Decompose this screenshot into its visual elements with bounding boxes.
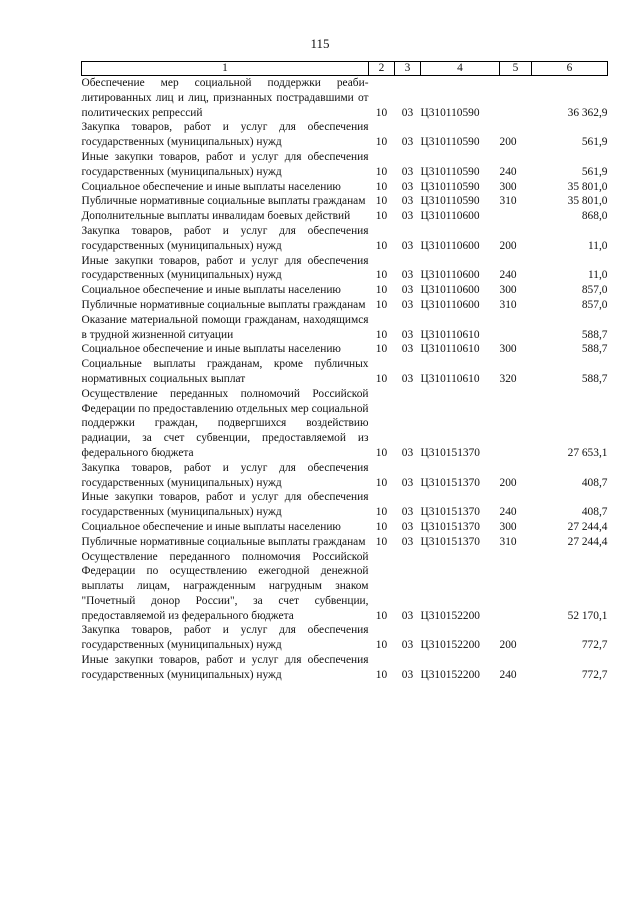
cell-subsection: 03 [401,106,414,119]
cell-expense-type: 310 [499,298,517,311]
cell-subsection: 03 [401,535,414,548]
cell-target-article: Ц310110590 [420,195,480,208]
cell-name: Оказание материальной помощи гражданам, находящимся в трудной жизненной ситуации [81,313,369,341]
column-header-1: 1 [82,62,369,76]
cell-subsection: 03 [401,609,414,622]
cell-target-article: Ц310151370 [420,535,480,548]
cell-target-article: Ц310110590 [420,180,480,193]
cell-target-article: Ц310110610 [420,372,480,385]
cell-section: 10 [375,535,388,548]
cell-amount: 11,0 [587,239,608,252]
cell-section: 10 [375,328,388,341]
cell-name: Иные закупки товаров, работ и услуг для обеспечения государственных (муниципальных) нужд [81,150,369,178]
cell-expense-type: 240 [499,506,517,519]
cell-subsection: 03 [401,165,414,178]
cell-target-article: Ц310151370 [420,476,480,489]
column-header-2: 2 [369,62,395,76]
cell-amount: 408,7 [581,506,608,519]
cell-expense-type: 200 [499,239,517,252]
cell-name: Социальное обеспечение и иные выплаты населению [81,520,341,533]
cell-subsection: 03 [401,239,414,252]
cell-expense-type: 320 [499,372,517,385]
cell-expense-type [500,313,532,343]
table-row [82,387,608,461]
table-row [82,520,608,535]
cell-target-article: Ц310110600 [420,239,480,252]
cell-amount: 27 244,4 [567,520,608,533]
cell-subsection: 03 [401,284,414,297]
table-row [82,120,608,150]
table-row [82,342,608,357]
cell-section: 10 [375,520,388,533]
page-number: 115 [310,36,330,51]
cell-name: Публичные нормативные социальные выплаты гражданам [81,535,366,548]
cell-target-article: Ц310110600 [420,284,480,297]
cell-name: Социальные выплаты гражданам, кроме публичных нормативных социальных выплат [81,358,369,385]
cell-subsection: 03 [401,136,414,149]
cell-amount: 772,7 [581,639,608,652]
cell-subsection: 03 [401,195,414,208]
cell-subsection: 03 [401,446,414,459]
cell-target-article: Ц310110600 [420,210,480,223]
cell-section: 10 [375,372,388,385]
cell-section: 10 [375,195,388,208]
table-row [82,180,608,195]
table-row [82,623,608,653]
cell-section: 10 [375,136,388,149]
cell-amount: 561,9 [581,136,608,149]
cell-amount: 27 653,1 [567,446,608,459]
cell-amount: 52 170,1 [567,609,608,622]
cell-target-article: Ц310152200 [420,639,480,652]
cell-target-article: Ц310110590 [420,165,480,178]
cell-subsection: 03 [401,298,414,311]
cell-subsection: 03 [401,506,414,519]
cell-amount: 588,7 [581,372,608,385]
cell-target-article: Ц310110610 [420,343,480,356]
cell-amount: 588,7 [581,328,608,341]
table-row [82,550,608,624]
cell-section: 10 [375,446,388,459]
cell-section: 10 [375,165,388,178]
cell-target-article: Ц310110590 [420,136,480,149]
table-row [82,653,608,683]
column-header-6: 6 [532,62,608,76]
table-row [82,461,608,491]
table-row [82,76,608,121]
cell-subsection: 03 [401,328,414,341]
cell-subsection: 03 [401,210,414,223]
cell-expense-type: 310 [499,535,517,548]
cell-name: Осуществление переданного полномочия Российской Федерации по осуществлению ежегодной денежной выплаты лицам, награжденным нагрудным знаком "Почетный донор России", за счет субвенции, предоставляемой из федерального бюджета [81,550,369,622]
cell-section: 10 [375,668,388,681]
cell-target-article: Ц310110590 [420,106,480,119]
cell-subsection: 03 [401,269,414,282]
cell-section: 10 [375,639,388,652]
cell-name: Обеспечение мер социальной поддержки реабилитированных лиц и лиц, признанных пострадавшими от политических репрессий [81,77,369,119]
table-row [82,254,608,284]
cell-subsection: 03 [401,476,414,489]
cell-subsection: 03 [401,639,414,652]
column-header-5: 5 [500,62,532,76]
cell-amount: 36 362,9 [567,106,608,119]
cell-target-article: Ц310151370 [420,506,480,519]
cell-name: Публичные нормативные социальные выплаты гражданам [81,298,366,311]
table-row [82,313,608,343]
cell-subsection: 03 [401,372,414,385]
cell-name: Закупка товаров, работ и услуг для обеспечения государственных (муниципальных) нужд [81,624,369,652]
cell-name: Закупка товаров, работ и услуг для обеспечения государственных (муниципальных) нужд [81,224,369,252]
cell-name: Закупка товаров, работ и услуг для обеспечения государственных (муниципальных) нужд [81,461,369,489]
table-body [82,76,608,683]
cell-amount: 857,0 [581,284,608,297]
table-row [82,490,608,520]
cell-name: Иные закупки товаров, работ и услуг для обеспечения государственных (муниципальных) нужд [81,491,369,519]
header-row [82,62,608,76]
cell-target-article: Ц310151370 [420,446,480,459]
cell-section: 10 [375,284,388,297]
cell-section: 10 [375,269,388,282]
cell-expense-type [500,550,532,624]
cell-name: Иные закупки товаров, работ и услуг для обеспечения государственных (муниципальных) нужд [81,254,369,282]
cell-amount: 35 801,0 [567,180,608,193]
cell-subsection: 03 [401,520,414,533]
cell-name: Публичные нормативные социальные выплаты гражданам [81,195,366,208]
cell-expense-type: 310 [499,195,517,208]
cell-expense-type [500,387,532,461]
cell-name: Социальное обеспечение и иные выплаты населению [81,180,341,193]
cell-target-article: Ц310110600 [420,298,480,311]
cell-expense-type: 300 [499,520,517,533]
cell-section: 10 [375,180,388,193]
cell-name: Дополнительные выплаты инвалидам боевых действий [81,210,351,223]
cell-subsection: 03 [401,180,414,193]
cell-section: 10 [375,343,388,356]
cell-amount: 868,0 [581,210,608,223]
cell-amount: 35 801,0 [567,195,608,208]
cell-target-article: Ц310110600 [420,269,480,282]
table-row [82,209,608,224]
cell-section: 10 [375,298,388,311]
cell-name: Иные закупки товаров, работ и услуг для обеспечения государственных (муниципальных) нужд [81,654,369,681]
column-header-3: 3 [395,62,421,76]
cell-expense-type: 200 [499,639,517,652]
cell-amount: 561,9 [581,165,608,178]
column-header-4: 4 [421,62,500,76]
cell-amount: 772,7 [581,668,608,681]
cell-amount: 408,7 [581,476,608,489]
table-row [82,224,608,254]
cell-expense-type [500,209,532,224]
cell-amount: 11,0 [587,269,608,282]
cell-amount: 27 244,4 [567,535,608,548]
cell-expense-type: 300 [499,284,517,297]
cell-name: Социальное обеспечение и иные выплаты населению [81,284,341,297]
cell-expense-type [500,76,532,121]
cell-target-article: Ц310152200 [420,609,480,622]
cell-amount: 588,7 [581,343,608,356]
cell-subsection: 03 [401,668,414,681]
cell-expense-type: 240 [499,269,517,282]
cell-expense-type: 240 [499,668,517,681]
cell-section: 10 [375,210,388,223]
budget-table [81,61,608,683]
cell-section: 10 [375,609,388,622]
cell-section: 10 [375,476,388,489]
cell-target-article: Ц310152200 [420,668,480,681]
cell-target-article: Ц310110610 [420,328,480,341]
table-row [82,283,608,298]
cell-target-article: Ц310151370 [420,520,480,533]
cell-section: 10 [375,506,388,519]
cell-name: Социальное обеспечение и иные выплаты населению [81,343,341,356]
cell-name: Осуществление переданных полномочий Российской Федерации по предоставлению отдельных мер социальной поддержки граждан, подвергшихся воздействию радиации, за счет субвенции, предоставляемой из федерального бюджета [81,387,369,459]
cell-expense-type: 300 [499,343,517,356]
cell-expense-type: 300 [499,180,517,193]
cell-name: Закупка товаров, работ и услуг для обеспечения государственных (муниципальных) нужд [81,121,369,149]
cell-subsection: 03 [401,343,414,356]
table-row [82,357,608,387]
cell-expense-type: 200 [499,136,517,149]
cell-amount: 857,0 [581,298,608,311]
table-row [82,535,608,550]
table-row [82,150,608,180]
cell-section: 10 [375,106,388,119]
cell-section: 10 [375,239,388,252]
table-row [82,194,608,209]
cell-expense-type: 200 [499,476,517,489]
cell-expense-type: 240 [499,165,517,178]
table-row [82,298,608,313]
